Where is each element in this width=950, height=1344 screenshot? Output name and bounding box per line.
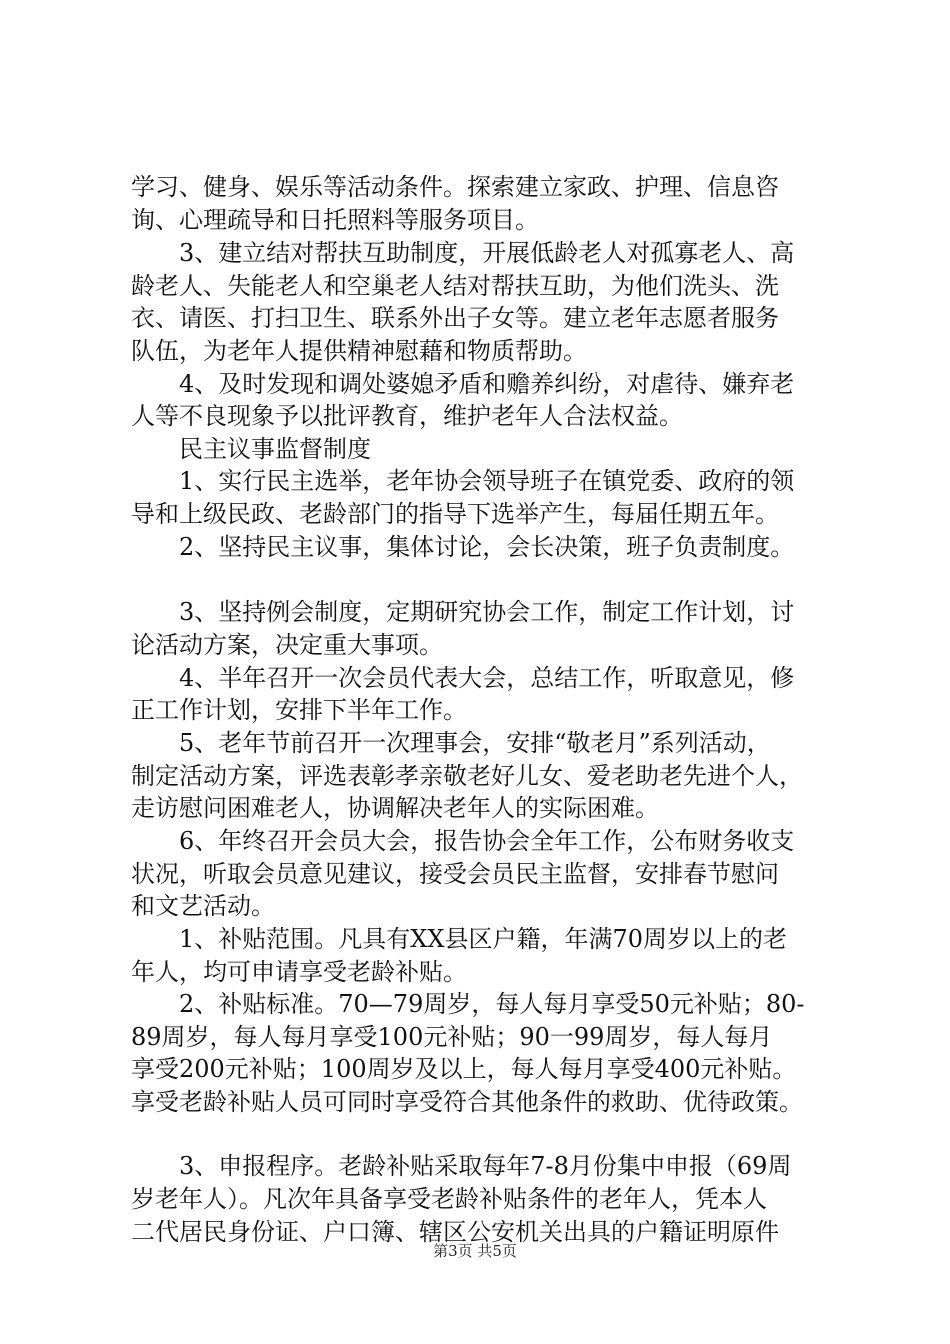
text-line: 6、年终召开会员大会，报告协会全年工作，公布财务收支 [179, 827, 795, 855]
text-line: 龄老人、失能老人和空巢老人结对帮扶互助，为他们洗头、洗 [131, 272, 779, 300]
text-line: 队伍，为老年人提供精神慰藉和物质帮助。 [131, 337, 587, 365]
text-line: 4、及时发现和调处婆媳矛盾和赡养纠纷，对虐待、嫌弃老 [179, 370, 795, 398]
text-line: 衣、请医、打扫卫生、联系外出子女等。建立老年志愿者服务 [131, 304, 779, 332]
text-line: 导和上级民政、老龄部门的指导下选举产生，每届任期五年。 [131, 500, 779, 528]
text-line: 3、建立结对帮扶互助制度，开展低龄老人对孤寡老人、高 [179, 239, 795, 267]
text-line: 3、坚持例会制度，定期研究协会工作，制定工作计划，讨 [179, 598, 795, 626]
text-line: 岁老年人）。凡次年具备享受老龄补贴条件的老年人，凭本人 [131, 1185, 767, 1213]
text-line: 3、申报程序。老龄补贴采取每年7-8月份集中申报（69周 [179, 1152, 792, 1180]
text-line: 正工作计划，安排下半年工作。 [131, 696, 467, 724]
text-line: 5、老年节前召开一次理事会，安排“敬老月”系列活动， [179, 729, 771, 757]
text-line: 2、补贴标准。70—79周岁，每人每月享受50元补贴；80- [179, 990, 805, 1018]
text-line: 89周岁，每人每月享受100元补贴；90一99周岁，每人每月 [131, 1023, 773, 1051]
text-line: 1、实行民主选举，老年协会领导班子在镇党委、政府的领 [179, 467, 795, 495]
text-line: 年人，均可申请享受老龄补贴。 [131, 958, 467, 986]
text-line: 享受200元补贴；100周岁及以上，每人每月享受400元补贴。 [131, 1055, 797, 1083]
text-line: 人等不良现象予以批评教育，维护老年人合法权益。 [131, 402, 683, 430]
text-line: 享受老龄补贴人员可同时享受符合其他条件的救助、优待政策。 [131, 1088, 803, 1116]
section-heading: 民主议事监督制度 [179, 435, 371, 463]
text-line: 询、心理疏导和日托照料等服务项目。 [131, 206, 539, 234]
page-number-footer: 第3页 共5页 [433, 1242, 517, 1260]
text-line: 和文艺活动。 [131, 892, 275, 920]
text-line: 学习、健身、娱乐等活动条件。探索建立家政、护理、信息咨 [131, 173, 779, 201]
text-line: 状况，听取会员意见建议，接受会员民主监督，安排春节慰问 [131, 860, 779, 888]
text-line: 1、补贴范围。凡具有XX县区户籍，年满70周岁以上的老 [179, 925, 787, 953]
text-line: 走访慰问困难老人，协调解决老年人的实际困难。 [131, 794, 659, 822]
text-line: 2、坚持民主议事，集体讨论，会长决策，班子负责制度。 [179, 533, 795, 561]
text-line: 制定活动方案，评选表彰孝亲敬老好儿女、爱老助老先进个人， [131, 762, 803, 790]
text-line: 二代居民身份证、户口簿、辖区公安机关出具的户籍证明原件 [131, 1218, 779, 1246]
text-line: 论活动方案，决定重大事项。 [131, 631, 443, 659]
text-line: 4、半年召开一次会员代表大会，总结工作，听取意见，修 [179, 664, 795, 692]
